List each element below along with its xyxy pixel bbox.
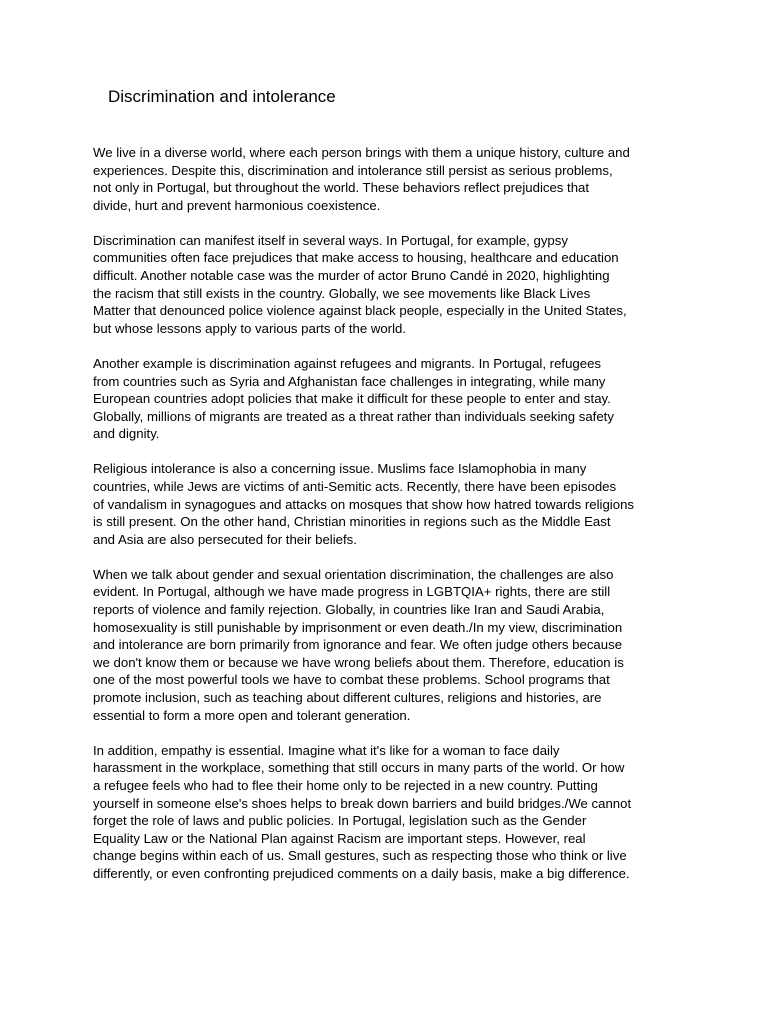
text-line: We live in a diverse world, where each person brings with them a unique history, culture and	[93, 145, 630, 160]
text-line: but whose lessons apply to various parts of the world.	[93, 320, 407, 336]
paragraph	[93, 742, 693, 883]
document-body	[93, 144, 693, 900]
text-line: differently, or even confronting prejudiced comments on a daily basis, make a big difference.	[93, 865, 630, 881]
text-line: Globally, millions of migrants are treated as a threat rather than individuals seeking safety	[93, 408, 614, 424]
document-title: Discrimination and intolerance	[108, 87, 336, 106]
text-line: forget the role of laws and public policies. In Portugal, legislation such as the Gender	[93, 813, 587, 829]
text-line: and dignity.	[93, 426, 160, 442]
text-line: Religious intolerance is also a concerning issue. Muslims face Islamophobia in many	[93, 461, 587, 477]
text-line: reports of violence and family rejection. Globally, in countries like Iran and Saudi Arabia,	[93, 602, 605, 618]
text-line: divide, hurt and prevent harmonious coexistence.	[93, 197, 381, 213]
paragraph	[93, 232, 693, 338]
text-line: Equality Law or the National Plan against Racism are important steps. However, real	[93, 830, 586, 846]
paragraph	[93, 355, 693, 443]
text-line: yourself in someone else's shoes helps to break down barriers and build bridges./We cannot	[93, 795, 632, 811]
paragraph	[93, 460, 693, 548]
text-line: change begins within each of us. Small gestures, such as respecting those who think or live	[93, 848, 627, 864]
text-line: European countries adopt policies that make it difficult for these people to enter and stay.	[93, 391, 611, 407]
text-line: and intolerance are born primarily from ignorance and fear. We often judge others because	[93, 637, 623, 653]
text-line: and Asia are also persecuted for their beliefs.	[93, 531, 357, 547]
text-line: from countries such as Syria and Afghanistan face challenges in integrating, while many	[93, 373, 606, 389]
text-line: Discrimination can manifest itself in several ways. In Portugal, for example, gypsy	[93, 232, 568, 248]
text-line: one of the most powerful tools we have to combat these problems. School programs that	[93, 672, 610, 688]
text-line: countries, while Jews are victims of anti-Semitic acts. Recently, there have been episodes	[93, 479, 617, 494]
text-line: communities often face prejudices that make access to housing, healthcare and education	[93, 250, 619, 266]
paragraph	[93, 144, 693, 214]
text-line: Another example is discrimination against refugees and migrants. In Portugal, refugees	[93, 355, 601, 371]
text-line: we don't know them or because we have wrong beliefs about them. Therefore, education is	[93, 654, 624, 670]
text-line: homosexuality is still punishable by imprisonment or even death./In my view, discrimination	[93, 619, 623, 635]
text-line: is still present. On the other hand, Christian minorities in regions such as the Middle East	[93, 514, 611, 530]
text-line: Matter that denounced police violence against black people, especially in the United States,	[93, 303, 627, 319]
paragraph	[93, 566, 693, 724]
text-line: a refugee feels who had to flee their home only to be rejected in a new country. Putting	[93, 777, 598, 793]
text-line: experiences. Despite this, discrimination and intolerance still persist as serious problems,	[93, 162, 613, 178]
text-line: harassment in the workplace, something that still occurs in many parts of the world. Or how	[93, 760, 625, 776]
text-line: difficult. Another notable case was the murder of actor Bruno Candé in 2020, highlighting	[93, 268, 610, 284]
text-line: In addition, empathy is essential. Imagine what it's like for a woman to face daily	[93, 742, 560, 758]
text-line: not only in Portugal, but throughout the world. These behaviors reflect prejudices that	[93, 180, 590, 196]
text-line: the racism that still exists in the country. Globally, we see movements like Black Lives	[93, 285, 591, 301]
text-line: When we talk about gender and sexual orientation discrimination, the challenges are also	[93, 566, 614, 582]
text-line: promote inclusion, such as teaching about different cultures, religions and histories, are	[93, 690, 602, 706]
text-line: essential to form a more open and tolerant generation.	[93, 707, 411, 723]
text-line: evident. In Portugal, although we have made progress in LGBTQIA+ rights, there are still	[93, 584, 611, 600]
text-line: of vandalism in synagogues and attacks on mosques that show how hatred towards religions	[93, 496, 634, 512]
